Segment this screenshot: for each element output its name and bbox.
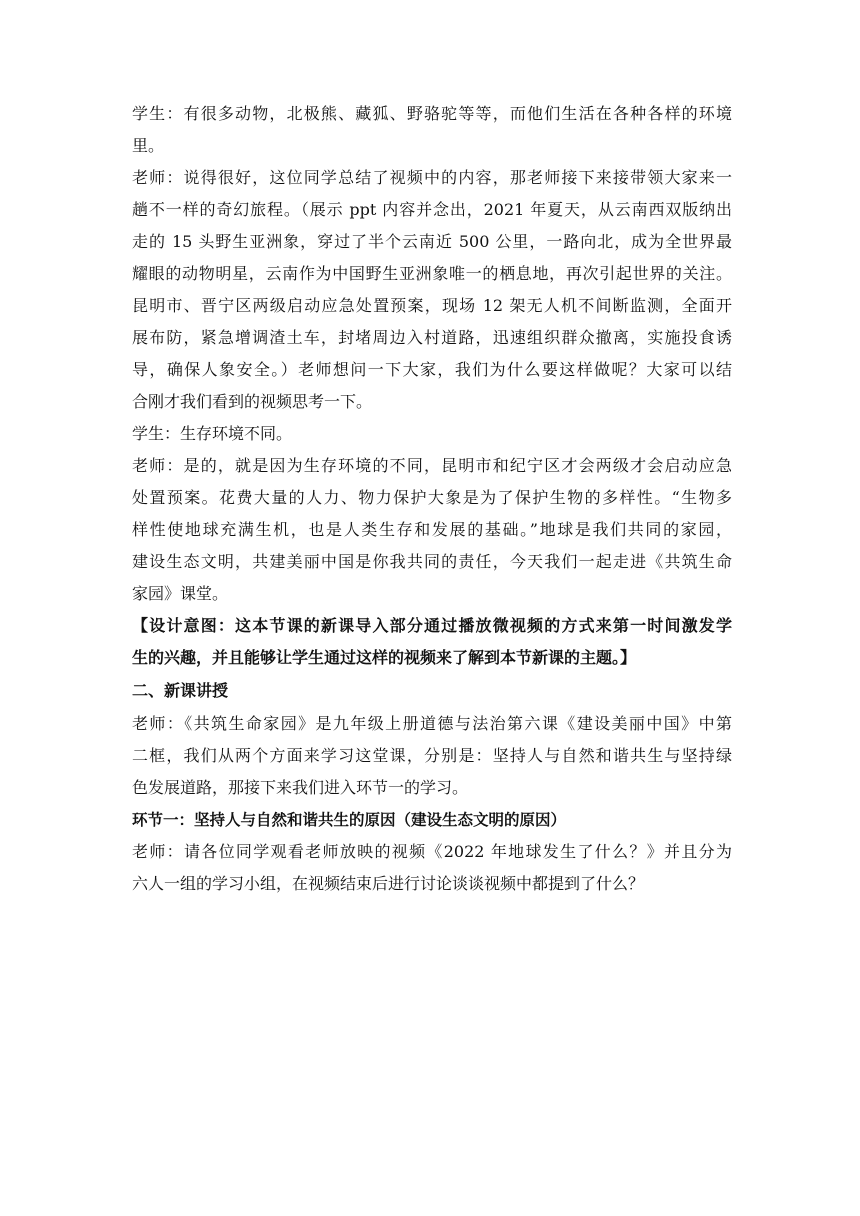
text-line: 样性使地球充满生机，也是人类生存和发展的基础。”地球是我们共同的家园， — [132, 520, 732, 539]
text-line: 色发展道路，那接下来我们进入环节一的学习。 — [132, 778, 469, 797]
text-line: 学生：有很多动物，北极熊、藏狐、野骆驼等等，而他们生活在各种各样的环境 — [132, 104, 732, 123]
text-line: 【设计意图：这本节课的新课导入部分通过播放微视频的方式来第一时间激发学 — [132, 616, 732, 635]
text-line: 老师：《共筑生命家园》是九年级上册道德与法治第六课《建设美丽中国》中第 — [132, 714, 732, 733]
text-line: 合刚才我们看到的视频思考一下。 — [132, 392, 373, 411]
paragraph-teacher-4 — [132, 836, 732, 900]
text-line: 老师：是的，就是因为生存环境的不同，昆明市和纪宁区才会两级才会启动应急 — [132, 456, 732, 475]
text-line: 昆明市、晋宁区两级启动应急处置预案，现场 12 架无人机不间断监测，全面开 — [132, 296, 732, 315]
paragraph-teacher-3 — [132, 708, 732, 804]
text-line: 老师：说得很好，这位同学总结了视频中的内容，那老师接下来接带领大家来一 — [132, 168, 732, 187]
design-intent-note — [132, 610, 732, 674]
text-line: 生的兴趣，并且能够让学生通过这样的视频来了解到本节新课的主题。】 — [132, 648, 637, 667]
text-line: 走的 15 头野生亚洲象，穿过了半个云南近 500 公里，一路向北，成为全世界最 — [132, 232, 732, 251]
text-line: 处置预案。花费大量的人力、物力保护大象是为了保护生物的多样性。“生物多 — [132, 488, 732, 507]
paragraph-teacher-2 — [132, 450, 732, 610]
text-line: 耀眼的动物明星，云南作为中国野生亚洲象唯一的栖息地，再次引起世界的关注。 — [132, 264, 732, 283]
document-page — [132, 98, 732, 900]
text-line: 导，确保人象安全。）老师想问一下大家，我们为什么要这样做呢？大家可以结 — [132, 360, 732, 379]
text-line: 学生：生存环境不同。 — [132, 424, 293, 443]
paragraph-student-answer-2 — [132, 418, 732, 450]
text-line: 家园》课堂。 — [132, 584, 229, 603]
section-heading: 二、新课讲授 — [132, 681, 229, 700]
text-line: 老师：请各位同学观看老师放映的视频《2022 年地球发生了什么？》并且分为 — [132, 842, 732, 861]
subsection-heading: 环节一：坚持人与自然和谐共生的原因（建设生态文明的原因） — [132, 811, 567, 829]
text-line: 趟不一样的奇幻旅程。（展示 ppt 内容并念出，2021 年夏天，从云南西双版纳出 — [132, 200, 732, 219]
text-line: 建设生态文明，共建美丽中国是你我共同的责任，今天我们一起走进《共筑生命 — [132, 552, 732, 571]
text-line: 里。 — [132, 136, 165, 155]
text-line: 六人一组的学习小组，在视频结束后进行讨论谈谈视频中都提到了什么？ — [132, 874, 645, 893]
paragraph-teacher-1 — [132, 162, 732, 418]
paragraph-student-answer-1 — [132, 98, 732, 162]
text-line: 展布防，紧急增调渣土车，封堵周边入村道路，迅速组织群众撤离，实施投食诱 — [132, 328, 732, 347]
text-line: 二框，我们从两个方面来学习这堂课，分别是：坚持人与自然和谐共生与坚持绿 — [132, 746, 732, 765]
